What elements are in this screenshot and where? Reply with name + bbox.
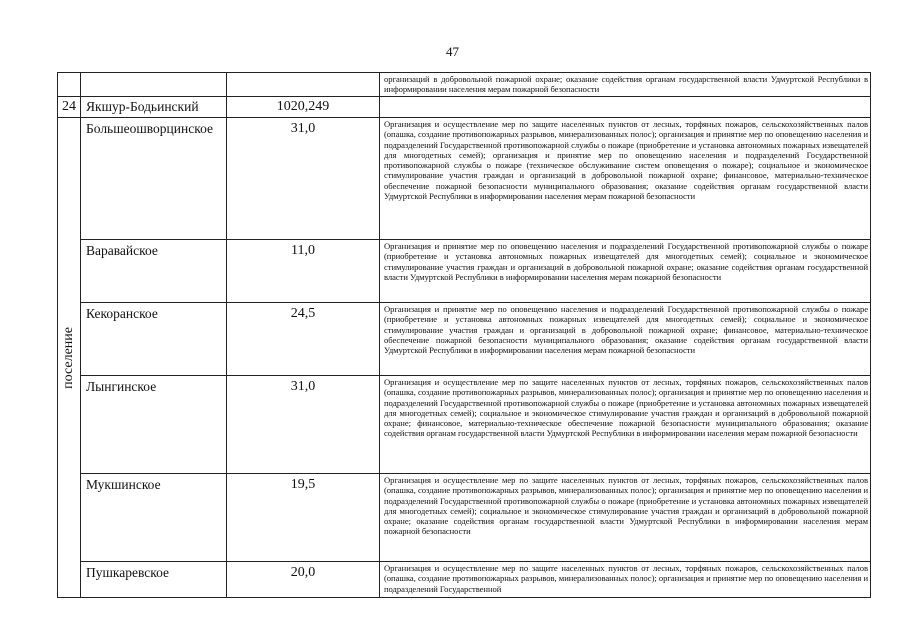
table-row-settlement [58,562,871,598]
district-number-text: 24 [62,99,76,114]
row-description: организаций в добровольной пожарной охране; оказание содействия органам государственной власти Удмуртской Республики в информировании населения мерам пожарной безопасности [380,73,871,97]
settlement-description: Организация и принятие мер по оповещению населения и подразделений Государственной противопожарной службы о пожаре (приобретение и установка автономных пожарных извещателей для многодетных семей); социальное и экономическое стимулирование участия граждан и организаций в добровольной пожарной охране; оказание содействия органам государственной власти Удмуртской Республики в информировании населения мерам пожарной безопасности [380,240,871,303]
settlement-amount-cell [227,240,380,303]
row-number-cell [58,73,81,97]
settlement-amount-cell [227,474,380,562]
table-row-district [58,97,871,118]
settlement-description: Организация и осуществление мер по защите населенных пунктов от лесных, торфяных пожаров, сельскохозяйственных палов (опашка, создание противопожарных разрывов, минерализованных полос); организация и принятие мер по оповещению населения и подразделений Государственной противопожарной службы о пожаре (приобретение и установка автономных пожарных извещателей для многодетных семей); социальное и экономическое стимулирование участия граждан и организаций в добровольной пожарной охране; оказание содействия органам государственной власти Удмуртской Республики в информировании населения мерам пожарной безопасности [380,474,871,562]
settlement-name: Варавайское [86,243,158,258]
settlement-name: Лынгинское [86,379,157,394]
settlement-description: Организация и принятие мер по оповещению населения и подразделений Государственной противопожарной службы о пожаре (приобретение и установка автономных пожарных извещателей для многодетных семей); социальное и экономическое стимулирование участия граждан и организаций в добровольной пожарной охране; финансовое, материально-техническое обеспечение пожарной безопасности муниципального образования; оказание содействия органам государственной власти Удмуртской Республики в информировании населения мерам пожарной безопасности [380,303,871,376]
table-row-continuation [58,73,871,97]
group-label: поселение [61,326,76,389]
settlement-amount: 24,5 [290,306,316,321]
settlement-name: Пушкаревское [86,565,170,580]
settlement-name-cell [81,240,227,303]
settlement-description: Организация и осуществление мер по защите населенных пунктов от лесных, торфяных пожаров, сельскохозяйственных палов (опашка, создание противопожарных разрывов, минерализованных полос); организация и принятие мер по оповещению населения и подразделений Государственной противопожарной службы о пожаре (приобретение и установка автономных пожарных извещателей для многодетных семей); социальное и экономическое стимулирование участия граждан и организаций в добровольной пожарной охране; финансовое, материально-техническое обеспечение пожарной безопасности муниципального образования; оказание содействия органам государственной власти Удмуртской Республики в информировании населения мерам пожарной безопасности [380,376,871,474]
settlement-name-cell [81,376,227,474]
settlement-amount: 11,0 [291,243,315,258]
table-row-settlement [58,303,871,376]
settlement-amount: 20,0 [290,565,316,580]
group-label-cell [58,118,81,598]
table-row-settlement [58,118,871,240]
row-name-cell [81,73,227,97]
row-amount-cell [227,73,380,97]
settlement-name-cell [81,118,227,240]
district-amount: 1020,249 [276,99,330,114]
page-number: 47 [446,44,459,59]
district-name-cell [81,97,227,118]
settlement-name-cell [81,474,227,562]
settlement-amount-cell [227,118,380,240]
district-amount-cell [227,97,380,118]
district-description [380,97,871,118]
settlement-description: Организация и осуществление мер по защите населенных пунктов от лесных, торфяных пожаров, сельскохозяйственных палов (опашка, создание противопожарных разрывов, минерализованных полос); организация и принятие мер по оповещению населения и подразделений Государственной противопожарной службы о пожаре (приобретение и установка автономных пожарных извещателей для многодетных семей); организация и принятие мер по оповещению населения и подразделений Государственной противопожарной службы о пожаре (техническое обслуживание систем оповещения о пожаре); социальное и экономическое стимулирование участия граждан и организаций в добровольной пожарной охране; финансовое, материально-техническое обеспечение пожарной безопасности муниципального образования; оказание содействия органам государственной власти Удмуртской Республики в информировании населения мерам пожарной безопасности [380,118,871,240]
settlement-description: Организация и осуществление мер по защите населенных пунктов от лесных, торфяных пожаров, сельскохозяйственных палов (опашка, создание противопожарных разрывов, минерализованных полос); организация и принятие мер по оповещению населения и подразделений Государственной [380,562,871,598]
settlement-amount: 31,0 [290,121,316,136]
settlement-amount-cell [227,562,380,598]
settlement-amount: 19,5 [290,477,316,492]
settlement-amount-cell [227,303,380,376]
settlement-name-cell [81,562,227,598]
table-row-settlement [58,474,871,562]
settlement-name: Большеошворцинское [86,121,213,136]
settlement-amount: 31,0 [290,379,316,394]
district-name: Якшур-Бодьинский [86,99,199,114]
settlement-amount-cell [227,376,380,474]
settlement-name-cell [81,303,227,376]
table-row-settlement [58,240,871,303]
settlement-name: Мукшинское [86,477,161,492]
district-number [58,97,81,118]
funding-table [57,72,871,598]
settlement-name: Кекоранское [86,306,158,321]
table-row-settlement [58,376,871,474]
